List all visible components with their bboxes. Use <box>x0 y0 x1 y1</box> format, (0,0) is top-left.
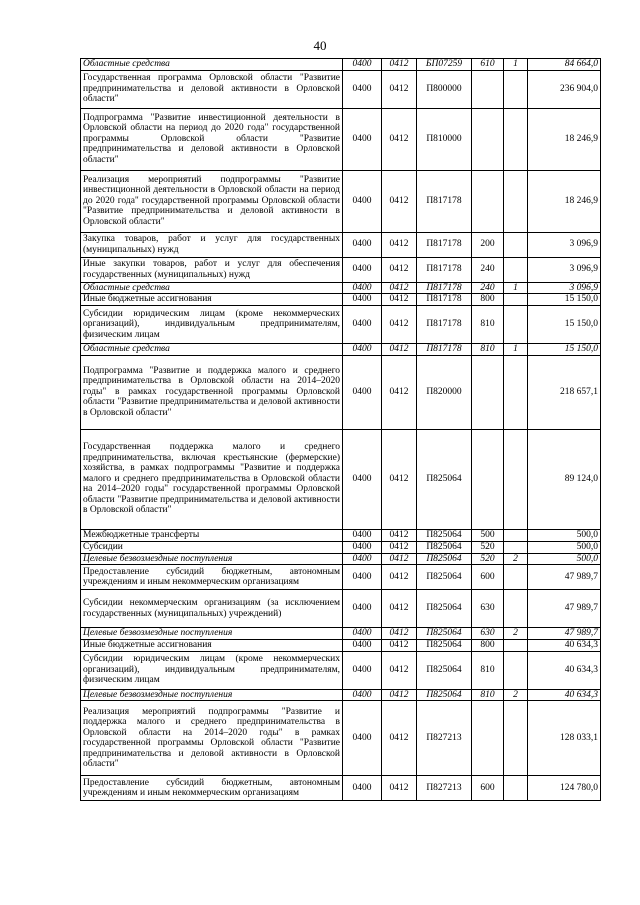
cell-name: Закупка товаров, работ и услуг для государственных (муниципальных) нужд <box>81 232 343 257</box>
cell-kosgu <box>504 639 528 651</box>
cell-target-article: П810000 <box>417 108 472 170</box>
cell-name: Предоставление субсидий бюджетным, автономным учреждениям и иным некоммерческим организациям <box>81 565 343 590</box>
cell-amount: 15 150,0 <box>528 344 601 356</box>
cell-expense-type: 600 <box>472 565 504 590</box>
cell-name: Областные средства <box>81 59 343 71</box>
cell-amount: 40 634,3 <box>528 651 601 689</box>
cell-target-article: П825064 <box>417 553 472 565</box>
cell-subsection: 0412 <box>382 170 417 232</box>
cell-kosgu <box>504 355 528 429</box>
cell-kosgu <box>504 529 528 541</box>
cell-section: 0400 <box>343 429 382 529</box>
cell-amount: 40 634,3 <box>528 689 601 701</box>
cell-amount: 47 989,7 <box>528 565 601 590</box>
cell-amount: 18 246,9 <box>528 108 601 170</box>
cell-kosgu <box>504 232 528 257</box>
cell-amount: 15 150,0 <box>528 306 601 344</box>
cell-section: 0400 <box>343 232 382 257</box>
cell-subsection: 0412 <box>382 689 417 701</box>
table-row <box>81 282 601 294</box>
cell-section: 0400 <box>343 651 382 689</box>
cell-subsection: 0412 <box>382 282 417 294</box>
cell-name: Целевые безвозмездные поступления <box>81 628 343 640</box>
cell-name: Государственная поддержка малого и среднего предпринимательства, включая крестьянские (фермерские) хозяйства, в рамках подпрограммы "Развитие и поддержка малого и среднего предпринимательства в Орловской области на 2014–2020 годы" государственной программы Орловской области "Развитие предпринимательства и деловой активности в Орловской области" <box>81 429 343 529</box>
cell-amount: 500,0 <box>528 541 601 553</box>
page-number: 40 <box>313 38 327 53</box>
cell-target-article: П827213 <box>417 776 472 801</box>
cell-section: 0400 <box>343 541 382 553</box>
cell-target-article: П827213 <box>417 701 472 776</box>
cell-section: 0400 <box>343 344 382 356</box>
table-row <box>81 639 601 651</box>
cell-section: 0400 <box>343 701 382 776</box>
cell-section: 0400 <box>343 59 382 71</box>
cell-subsection: 0412 <box>382 776 417 801</box>
cell-subsection: 0412 <box>382 590 417 628</box>
cell-target-article: П817178 <box>417 170 472 232</box>
cell-expense-type: 500 <box>472 529 504 541</box>
table-row <box>81 170 601 232</box>
cell-subsection: 0412 <box>382 429 417 529</box>
budget-table <box>80 58 601 801</box>
table-row <box>81 529 601 541</box>
cell-expense-type: 240 <box>472 282 504 294</box>
cell-name: Иные бюджетные ассигнования <box>81 639 343 651</box>
cell-section: 0400 <box>343 282 382 294</box>
cell-subsection: 0412 <box>382 59 417 71</box>
cell-expense-type: 610 <box>472 59 504 71</box>
cell-amount: 500,0 <box>528 529 601 541</box>
cell-name: Субсидии <box>81 541 343 553</box>
cell-target-article: П817178 <box>417 257 472 282</box>
cell-expense-type: 800 <box>472 639 504 651</box>
cell-expense-type <box>472 429 504 529</box>
table-row <box>81 70 601 108</box>
cell-kosgu <box>504 429 528 529</box>
cell-kosgu <box>504 257 528 282</box>
cell-target-article: П825064 <box>417 429 472 529</box>
cell-target-article: П817178 <box>417 344 472 356</box>
cell-kosgu: 2 <box>504 553 528 565</box>
cell-amount: 47 989,7 <box>528 628 601 640</box>
cell-amount: 128 033,1 <box>528 701 601 776</box>
cell-amount: 15 150,0 <box>528 294 601 306</box>
cell-name: Реализация мероприятий подпрограммы "Развитие и поддержка малого и среднего предпринимательства в Орловской области на 2014–2020 годы" в рамках государственной программы Орловской области "Развитие предпринимательства и деловой активности в Орловской области" <box>81 701 343 776</box>
cell-section: 0400 <box>343 565 382 590</box>
cell-expense-type <box>472 170 504 232</box>
cell-expense-type: 800 <box>472 294 504 306</box>
cell-kosgu: 2 <box>504 628 528 640</box>
cell-amount: 124 780,0 <box>528 776 601 801</box>
table-row <box>81 108 601 170</box>
cell-expense-type: 810 <box>472 651 504 689</box>
cell-section: 0400 <box>343 170 382 232</box>
cell-target-article: П825064 <box>417 651 472 689</box>
table-row <box>81 776 601 801</box>
table-row <box>81 257 601 282</box>
cell-kosgu <box>504 108 528 170</box>
cell-subsection: 0412 <box>382 565 417 590</box>
cell-name: Субсидии юридическим лицам (кроме некоммерческих организаций), индивидуальным предпринимателям, физическим лицам <box>81 306 343 344</box>
cell-name: Подпрограмма "Развитие инвестиционной деятельности в Орловской области на период до 2020 года" государственной программы Орловской области "Развитие предпринимательства и деловой активности в Орловской области" <box>81 108 343 170</box>
cell-kosgu <box>504 565 528 590</box>
cell-subsection: 0412 <box>382 628 417 640</box>
table-row <box>81 541 601 553</box>
cell-subsection: 0412 <box>382 651 417 689</box>
cell-amount: 89 124,0 <box>528 429 601 529</box>
cell-expense-type: 240 <box>472 257 504 282</box>
cell-target-article: П817178 <box>417 282 472 294</box>
cell-name: Межбюджетные трансферты <box>81 529 343 541</box>
cell-kosgu <box>504 541 528 553</box>
cell-amount: 3 096,9 <box>528 282 601 294</box>
cell-section: 0400 <box>343 108 382 170</box>
cell-section: 0400 <box>343 776 382 801</box>
cell-name: Целевые безвозмездные поступления <box>81 689 343 701</box>
cell-kosgu: 1 <box>504 282 528 294</box>
cell-name: Государственная программа Орловской области "Развитие предпринимательства и деловой активности в Орловской области" <box>81 70 343 108</box>
cell-target-article: П825064 <box>417 628 472 640</box>
cell-section: 0400 <box>343 639 382 651</box>
cell-expense-type: 630 <box>472 628 504 640</box>
cell-kosgu: 2 <box>504 689 528 701</box>
cell-subsection: 0412 <box>382 344 417 356</box>
cell-name: Подпрограмма "Развитие и поддержка малого и среднего предпринимательства в Орловской области на 2014–2020 годы" в рамках государственной программы Орловской области "Развитие предпринимательства и деловой активности в Орловской области" <box>81 355 343 429</box>
cell-kosgu: 1 <box>504 59 528 71</box>
cell-amount: 218 657,1 <box>528 355 601 429</box>
cell-expense-type: 810 <box>472 689 504 701</box>
cell-expense-type: 630 <box>472 590 504 628</box>
cell-expense-type <box>472 701 504 776</box>
cell-subsection: 0412 <box>382 306 417 344</box>
table-row <box>81 590 601 628</box>
cell-section: 0400 <box>343 628 382 640</box>
cell-subsection: 0412 <box>382 232 417 257</box>
cell-expense-type: 810 <box>472 306 504 344</box>
cell-subsection: 0412 <box>382 294 417 306</box>
cell-target-article: П825064 <box>417 590 472 628</box>
cell-section: 0400 <box>343 70 382 108</box>
cell-name: Областные средства <box>81 282 343 294</box>
cell-subsection: 0412 <box>382 701 417 776</box>
cell-section: 0400 <box>343 689 382 701</box>
table-row <box>81 59 601 71</box>
table-row <box>81 628 601 640</box>
table-row <box>81 565 601 590</box>
cell-amount: 84 664,0 <box>528 59 601 71</box>
cell-section: 0400 <box>343 294 382 306</box>
cell-name: Субсидии юридическим лицам (кроме некоммерческих организаций), индивидуальным предпринимателям, физическим лицам <box>81 651 343 689</box>
cell-subsection: 0412 <box>382 355 417 429</box>
table-row <box>81 355 601 429</box>
cell-subsection: 0412 <box>382 553 417 565</box>
cell-kosgu <box>504 776 528 801</box>
cell-name: Субсидии некоммерческим организациям (за исключением государственных (муниципальных) учреждений) <box>81 590 343 628</box>
cell-expense-type: 520 <box>472 553 504 565</box>
cell-subsection: 0412 <box>382 257 417 282</box>
cell-kosgu <box>504 170 528 232</box>
cell-section: 0400 <box>343 257 382 282</box>
cell-target-article: П825064 <box>417 689 472 701</box>
cell-expense-type: 520 <box>472 541 504 553</box>
cell-target-article: П825064 <box>417 565 472 590</box>
table-row <box>81 553 601 565</box>
cell-kosgu <box>504 590 528 628</box>
cell-expense-type <box>472 108 504 170</box>
cell-expense-type <box>472 70 504 108</box>
table-row <box>81 306 601 344</box>
cell-section: 0400 <box>343 590 382 628</box>
cell-subsection: 0412 <box>382 541 417 553</box>
cell-kosgu: 1 <box>504 344 528 356</box>
cell-kosgu <box>504 701 528 776</box>
table-row <box>81 651 601 689</box>
cell-expense-type: 810 <box>472 344 504 356</box>
cell-name: Иные бюджетные ассигнования <box>81 294 343 306</box>
cell-subsection: 0412 <box>382 70 417 108</box>
cell-amount: 47 989,7 <box>528 590 601 628</box>
table-row <box>81 689 601 701</box>
cell-target-article: П820000 <box>417 355 472 429</box>
table-row <box>81 232 601 257</box>
cell-expense-type: 600 <box>472 776 504 801</box>
cell-amount: 18 246,9 <box>528 170 601 232</box>
cell-expense-type: 200 <box>472 232 504 257</box>
cell-section: 0400 <box>343 355 382 429</box>
table-row <box>81 429 601 529</box>
cell-subsection: 0412 <box>382 529 417 541</box>
cell-name: Реализация мероприятий подпрограммы "Развитие инвестиционной деятельности в Орловской области на период до 2020 года" государственной программы Орловской области "Развитие предпринимательства и деловой активности в Орловской области" <box>81 170 343 232</box>
cell-kosgu <box>504 294 528 306</box>
cell-name: Областные средства <box>81 344 343 356</box>
cell-expense-type <box>472 355 504 429</box>
cell-kosgu <box>504 70 528 108</box>
cell-target-article: П817178 <box>417 306 472 344</box>
cell-subsection: 0412 <box>382 639 417 651</box>
cell-name: Целевые безвозмездные поступления <box>81 553 343 565</box>
cell-target-article: П817178 <box>417 232 472 257</box>
cell-amount: 3 096,9 <box>528 257 601 282</box>
cell-kosgu <box>504 651 528 689</box>
cell-target-article: П800000 <box>417 70 472 108</box>
table-row <box>81 344 601 356</box>
cell-amount: 40 634,3 <box>528 639 601 651</box>
table-row <box>81 701 601 776</box>
cell-subsection: 0412 <box>382 108 417 170</box>
cell-name: Иные закупки товаров, работ и услуг для обеспечения государственных (муниципальных) нужд <box>81 257 343 282</box>
cell-amount: 3 096,9 <box>528 232 601 257</box>
table-row <box>81 294 601 306</box>
budget-table-body <box>81 59 601 801</box>
cell-kosgu <box>504 306 528 344</box>
cell-target-article: П825064 <box>417 639 472 651</box>
cell-name: Предоставление субсидий бюджетным, автономным учреждениям и иным некоммерческим организациям <box>81 776 343 801</box>
cell-section: 0400 <box>343 529 382 541</box>
cell-target-article: БП07259 <box>417 59 472 71</box>
cell-target-article: П825064 <box>417 541 472 553</box>
cell-target-article: П817178 <box>417 294 472 306</box>
cell-section: 0400 <box>343 553 382 565</box>
cell-amount: 236 904,0 <box>528 70 601 108</box>
cell-section: 0400 <box>343 306 382 344</box>
cell-amount: 500,0 <box>528 553 601 565</box>
cell-target-article: П825064 <box>417 529 472 541</box>
